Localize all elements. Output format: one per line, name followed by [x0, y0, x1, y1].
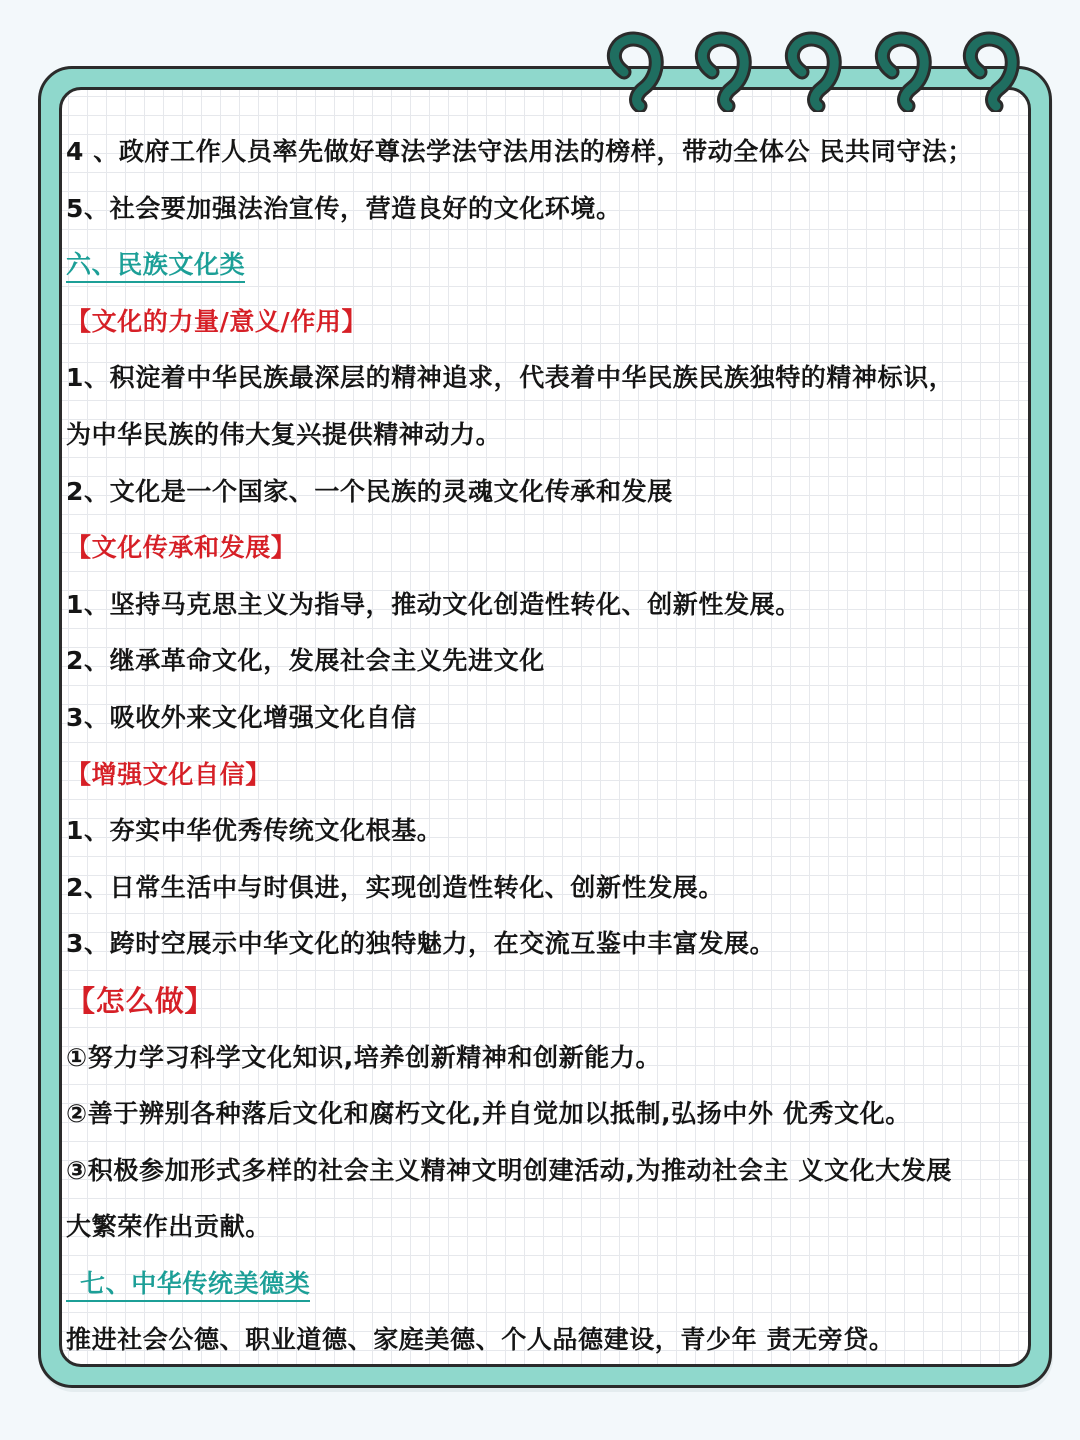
subsection-heading: 【增强文化自信】 — [66, 759, 271, 789]
text-line: 1、夯实中华优秀传统文化根基。 — [66, 816, 443, 846]
text-line: 4 、政府工作人员率先做好尊法学法守法用法的榜样，带动全体公 民共同守法； — [66, 137, 974, 166]
section-heading: 七、中华传统美德类 — [66, 1256, 1026, 1313]
text-line: 为中华民族的伟大复兴提供精神动力。 — [66, 419, 502, 449]
text-line: 2、日常生活中与时俱进，实现创造性转化、创新性发展。 — [66, 872, 724, 902]
ring-icon — [970, 39, 1012, 106]
ring-icon — [702, 39, 744, 106]
text-line: 3、吸收外来文化增强文化自信 — [66, 702, 417, 732]
text-line: 1、坚持马克思主义为指导，推动文化创造性转化、创新性发展。 — [66, 589, 801, 619]
text-line: ②善于辨别各种落后文化和腐朽文化,并自觉加以抵制,弘扬中外 优秀文化。 — [66, 1099, 911, 1129]
ring-icon — [792, 39, 834, 106]
subsection-heading: 【文化传承和发展】 — [66, 533, 297, 563]
notes-content — [66, 124, 1026, 1369]
binder-rings — [600, 30, 1040, 112]
section-heading: 六、民族文化类 — [66, 237, 1026, 294]
text-line: 2、继承革命文化，发展社会主义先进文化 — [66, 646, 545, 676]
text-line: 2、文化是一个国家、一个民族的灵魂文化传承和发展 — [66, 476, 673, 506]
text-line: 1、积淀着中华民族最深层的精神追求，代表着中华民族民族独特的精神标识， — [66, 363, 955, 393]
subsection-heading: 【怎么做】 — [66, 983, 215, 1018]
text-line: ①努力学习科学文化知识,培养创新精神和创新能力。 — [66, 1042, 662, 1072]
text-line: 推进社会公德、职业道德、家庭美德、个人品德建设，青少年 责无旁贷。 — [66, 1325, 895, 1355]
text-line: 3、跨时空展示中华文化的独特魅力，在交流互鉴中丰富发展。 — [66, 929, 776, 959]
ring-icon — [614, 39, 656, 106]
text-line: 大繁荣作出贡献。 — [66, 1212, 271, 1242]
text-line: 5、社会要加强法治宣传，营造良好的文化环境。 — [66, 193, 622, 223]
subsection-heading: 【文化的力量/意义/作用】 — [66, 306, 368, 336]
text-line: ③积极参加形式多样的社会主义精神文明创建活动,为推动社会主 义文化大发展 — [66, 1155, 952, 1185]
ring-icon — [882, 39, 924, 106]
